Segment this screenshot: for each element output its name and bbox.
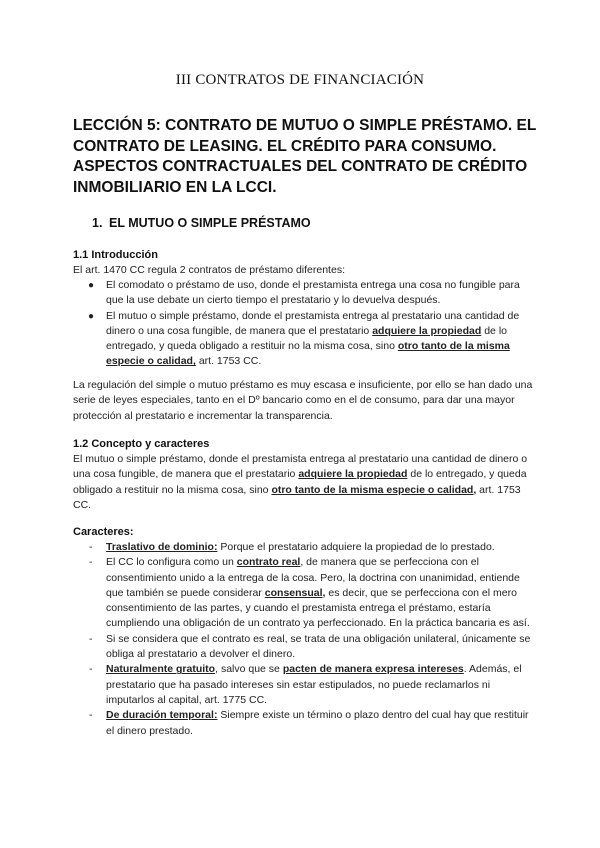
dash-bullet: -: [89, 663, 93, 676]
list-item: [73, 632, 533, 663]
dash-bullet: -: [89, 556, 93, 569]
emphasis-text: otro tanto de la misma especie o calidad,: [271, 483, 477, 496]
emphasis-text: adquiere la propiedad: [298, 468, 408, 481]
list-item-text: Si se considera que el contrato es real, se trata de una obligación unilateral, únicamente se obliga al prestatario a devolver el dinero.: [106, 632, 531, 661]
section-title: EL MUTUO O SIMPLE PRÉSTAMO: [109, 216, 311, 230]
emphasis-text: pacten de manera expresa intereses: [282, 663, 464, 676]
dash-bullet: -: [89, 709, 93, 722]
lesson-title: LECCIÓN 5: CONTRATO DE MUTUO O SIMPLE PRÉSTAMO. EL CONTRATO DE LEASING. EL CRÉDITO PARA CONSUMO. ASPECTOS CONTRACTUALES DEL CONTRATO DE CRÉDITO INMOBILIARIO EN LA LCCI.: [73, 117, 537, 196]
list-item-text: El mutuo o simple préstamo, donde el prestamista entrega al prestatario una cantidad de dinero o una cosa fungible, de manera que el prestatario: [106, 309, 520, 337]
list-item: [73, 555, 533, 631]
list-item-text: El CC lo configura como un: [106, 556, 234, 569]
intro-paragraph: El art. 1470 CC regula 2 contratos de préstamo diferentes:: [73, 264, 345, 276]
paragraph-text: El mutuo o simple préstamo, donde el prestamista entrega al prestatario una cantidad de dinero o una cosa fungible, de manera que el prestatario: [73, 453, 528, 481]
list-item-text: Siempre existe un término o plazo dentro del cual hay que restituir el dinero prestado.: [106, 709, 529, 737]
dash-bullet: -: [89, 632, 93, 645]
list-item-text: El comodato o préstamo de uso, donde el prestamista entrega una cosa no fungible para que la use debate un cierto tiempo el prestatario y lo devuelva después.: [106, 279, 520, 307]
list-item: [73, 708, 533, 739]
list-item: [73, 309, 533, 370]
emphasis-text: otro tanto de la misma especie o calidad,: [106, 340, 510, 368]
bullet-icon: ●: [88, 280, 95, 291]
concept-paragraph: [73, 452, 533, 513]
section-number: 1.: [92, 216, 103, 230]
emphasis-text: contrato real: [236, 556, 301, 569]
emphasis-text: Naturalmente gratuito: [106, 663, 216, 676]
list-item-text: Porque el prestatario adquiere la propiedad de lo prestado.: [220, 541, 495, 553]
emphasis-text: adquiere la propiedad: [372, 324, 482, 337]
bullet-icon: ●: [88, 310, 95, 322]
list-item: [73, 278, 533, 309]
list-item-text: de lo entregado, y queda obligado a restituir no la misma cosa, sino: [106, 324, 507, 353]
list-item-text: art. 1753 CC.: [198, 355, 262, 368]
list-item-text: . Además, el prestatario que ha pasado intereses sin estar estipulados, no puede reclamarlos ni imputarlos al capital, art. 1775 CC.: [106, 663, 522, 706]
section-heading: [92, 216, 311, 230]
list-item: [73, 540, 533, 555]
emphasis-text: De duración temporal:: [106, 709, 218, 722]
emphasis-text: Traslativo de dominio:: [106, 541, 218, 553]
dash-bullet: -: [89, 541, 93, 553]
list-item: [73, 662, 533, 708]
paragraph-text: de lo entregado, y queda obligado a restituir no la misma cosa, sino: [73, 468, 527, 496]
caracteres-list: [73, 540, 533, 739]
regulation-paragraph: La regulación del simple o mutuo préstamo es muy escasa e insuficiente, por ello se han dado una serie de leyes especiales, tanto en el Dº bancario como en el de consumo, para dar una mayor protección al prestatario e incrementar la transparencia.: [73, 379, 533, 422]
part-title: III CONTRATOS DE FINANCIACIÓN: [175, 72, 425, 88]
subsection-heading-concepto: 1.2 Concepto y caracteres: [73, 438, 210, 450]
subsection-heading-introduccion: 1.1 Introducción: [73, 249, 158, 261]
caracteres-heading: Caracteres:: [73, 526, 134, 538]
paragraph-text: art. 1753 CC.: [73, 483, 521, 511]
list-item-text: , salvo que se: [215, 663, 280, 676]
loan-types-list: [73, 278, 533, 370]
emphasis-text: consensual,: [264, 586, 326, 599]
list-item-text: , de manera que se perfecciona con el consentimiento unido a la entrega de la cosa. Pero, la doctrina con unanimidad, entiende que también se puede considerar: [106, 556, 520, 599]
list-item-text: es decir, que se perfecciona con el mero consentimiento de las partes, y cuando el prestamista entrega el préstamo, estaría cumpliendo una obligación de un contrato ya perfeccionado. En la práctica bancaria es así.: [106, 586, 530, 630]
